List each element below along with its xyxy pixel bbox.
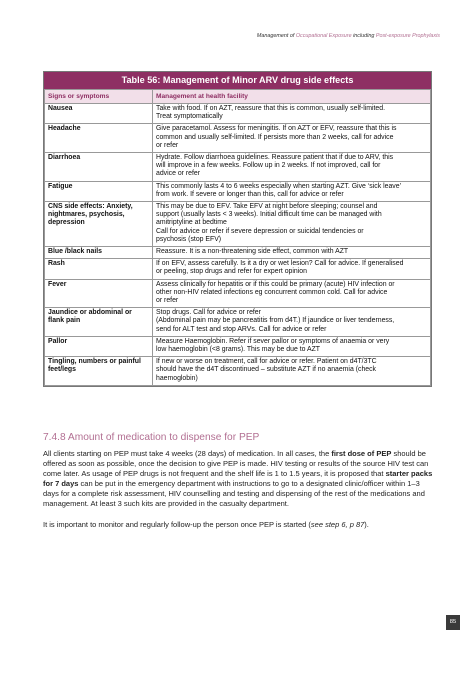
management-line: low haemoglobin (<8 grams). This may be due to AZT [156, 346, 320, 354]
management-line: amitriptyline at bedtime [156, 219, 227, 227]
management-cell [153, 259, 431, 279]
para-text: should be offered as soon as possible, once the decision to give PEP is made. HIV testing or results of the source HIV test can come later. As usage of PEP drugs is not frequent and the shelf life is 1 to 1.5 years, it is proposed that [43, 449, 429, 478]
section-heading: 7.4.8 Amount of medication to dispense for PEP [43, 432, 260, 443]
management-line: or refer [156, 297, 179, 305]
management-cell [153, 308, 431, 337]
para-text: It is important to monitor and regularly follow-up the person once PEP is started ( [43, 520, 311, 529]
table-row [45, 357, 431, 386]
management-cell [153, 336, 431, 356]
management-line: If on EFV, assess carefully. Is it a dry or wet lesion? Call for advice. If generalised [156, 260, 404, 268]
management-cell [153, 153, 431, 182]
table-header-row [45, 90, 431, 104]
management-line: Assess clinically for hepatitis or if this could be primary (acute) HIV infection or [156, 280, 395, 288]
management-line: support (usually lasts < 3 weeks). Initial difficult time can be managed with [156, 211, 382, 219]
header-highlight: Post-exposure Prophylaxis [375, 33, 440, 39]
management-line: Stop drugs. Call for advice or refer [156, 309, 261, 317]
running-header [257, 33, 440, 39]
header-text: Management of [256, 33, 296, 39]
management-cell [153, 202, 431, 247]
management-line: If new or worse on treatment, call for advice or refer. Patient on d4T/3TC [156, 358, 377, 366]
sign-cell: Fatigue [45, 181, 153, 201]
management-line: from work. If severe or longer than this, call for advice or refer [156, 190, 344, 198]
sign-cell: Jaundice or abdominal or flank pain [45, 308, 153, 337]
para-text: ). [364, 520, 369, 529]
sign-cell: Rash [45, 259, 153, 279]
management-line: other non-HIV related infections eg concurrent common cold. Call for advice [156, 288, 388, 296]
management-cell [153, 279, 431, 308]
para-bold: first dose of PEP [331, 449, 392, 458]
cross-reference: see step 6, p 87 [310, 520, 365, 529]
sign-cell: Nausea [45, 104, 153, 124]
management-cell [153, 247, 431, 259]
table-row [45, 104, 431, 124]
table-body [44, 89, 431, 386]
management-cell [153, 124, 431, 153]
side-effects-table [43, 71, 432, 387]
management-line: should have the d4T discontinued – substitute AZT if no anaemia (check [156, 366, 376, 374]
management-line: psychosis (stop EFV) [156, 235, 222, 243]
paragraph-medication [43, 449, 435, 508]
management-line: haemoglobin) [156, 374, 198, 382]
header-highlight: Occupational Exposure [295, 33, 352, 39]
management-line: will improve in a few weeks. Follow up in 2 weeks. If not improved, call for [156, 162, 381, 170]
management-line: or refer [156, 141, 179, 149]
column-header-management: Management at health facility [153, 90, 431, 104]
management-line: common and usually self-limited. If persists more than 2 weeks, call for advice [156, 133, 394, 141]
table-row [45, 259, 431, 279]
para-text: All clients starting on PEP must take 4 weeks (28 days) of medication. In all cases, the [43, 449, 332, 458]
para-text: can be put in the emergency department with instructions to go to a designated clinic/officer within 1–3 days for a complete risk assessment, HIV counselling and testing and dispensing of the rest of the medications and management. At least 3 such kits are provided in the casualty department. [43, 478, 425, 508]
management-line: send for ALT test and stop ARVs. Call for advice or refer [156, 325, 327, 333]
table-row [45, 336, 431, 356]
management-line: Give paracetamol. Assess for meningitis. If on AZT or EFV, reassure that this is [156, 125, 397, 133]
para-bold: starter packs for 7 days [43, 468, 433, 488]
management-line: Take with food. If on AZT, reassure that this is common, usually self-limited. [156, 105, 386, 112]
management-cell [153, 181, 431, 201]
paragraph-followup [43, 520, 435, 530]
table-row [45, 124, 431, 153]
management-line: This may be due to EFV. Take EFV at night before sleeping; counsel and [156, 203, 378, 211]
management-cell [153, 104, 431, 124]
management-cell [153, 357, 431, 386]
management-line: Call for advice or refer if severe depression or suicidal tendencies or [156, 227, 364, 235]
management-line: This commonly lasts 4 to 6 weeks especially when starting AZT. Give ‘sick leave’ [156, 182, 402, 190]
table-row [45, 181, 431, 201]
management-line: Hydrate. Follow diarrhoea guidelines. Reassure patient that if due to ARV, this [156, 154, 394, 162]
table-row [45, 202, 431, 247]
sign-cell: Headache [45, 124, 153, 153]
header-text: including [351, 33, 376, 39]
sign-cell: CNS side effects: Anxiety, nightmares, psychosis, depression [45, 202, 153, 247]
table-row [45, 247, 431, 259]
sign-cell: Diarrhoea [45, 153, 153, 182]
management-line: Treat symptomatically [156, 113, 223, 121]
sign-cell: Tingling, numbers or painful feet/legs [45, 357, 153, 386]
sign-cell: Blue /black nails [45, 247, 153, 259]
column-header-signs: Signs or symptoms [45, 90, 153, 104]
management-line: or peeling, stop drugs and refer for expert opinion [156, 268, 307, 276]
table-row [45, 308, 431, 337]
management-line: (Abdominal pain may be pancreatitis from d4T.) If jaundice or liver tenderness, [156, 317, 395, 325]
table-title: Table 56: Management of Minor ARV drug side effects [44, 72, 431, 89]
sign-cell: Pallor [45, 336, 153, 356]
table-rows [45, 104, 431, 386]
management-line: Measure Haemoglobin. Refer if sever pallor or symptoms of anaemia or very [156, 337, 390, 345]
management-line: Reassure. It is a non-threatening side effect, common with AZT [156, 248, 349, 256]
table-row [45, 153, 431, 182]
sign-cell: Fever [45, 279, 153, 308]
table-row [45, 279, 431, 308]
page-number: 85 [446, 615, 460, 630]
management-line: advice or refer [156, 170, 201, 178]
